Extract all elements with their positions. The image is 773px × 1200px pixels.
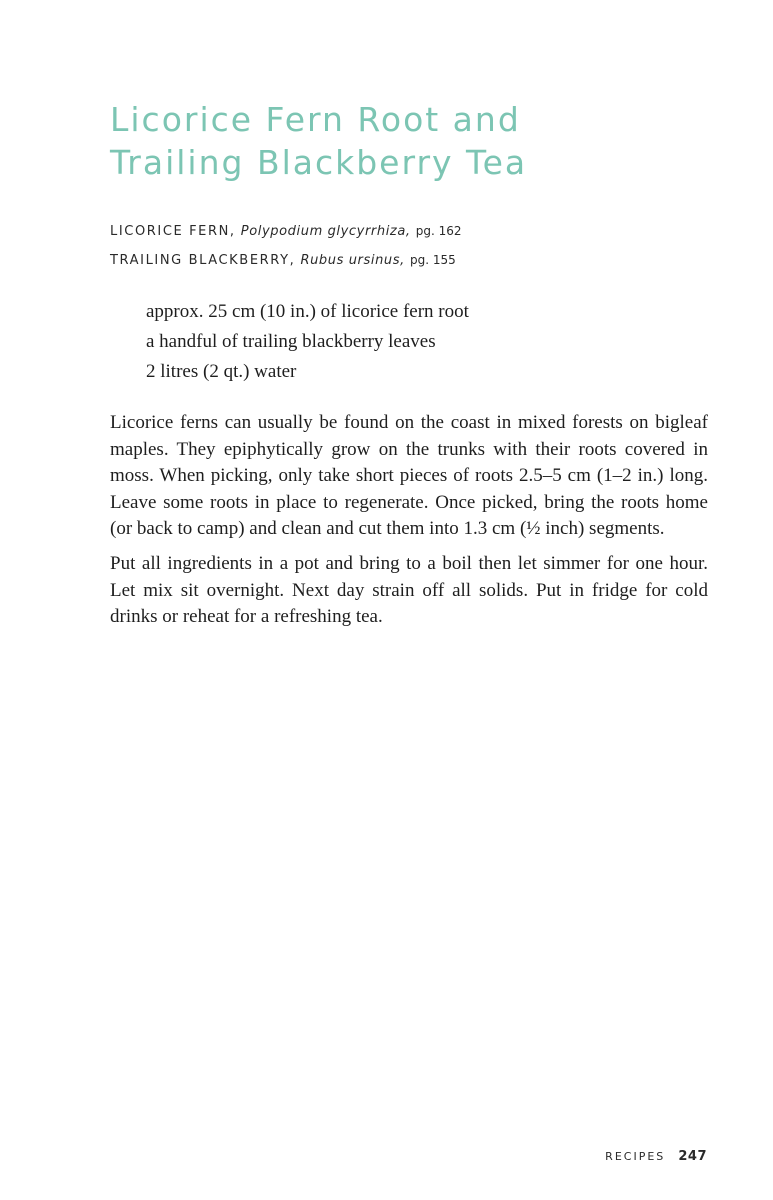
plant-page-reference: pg. 162 <box>415 224 462 238</box>
plant-latin-name: Rubus ursinus, <box>300 253 405 268</box>
page-number: 247 <box>678 1149 707 1164</box>
plant-common-name: LICORICE FERN, <box>110 224 236 239</box>
ingredient-item: approx. 25 cm (10 in.) of licorice fern root <box>146 301 469 322</box>
instructions-paragraph-brewing: Put all ingredients in a pot and bring to a boil then let simmer for one hour. Let mix sit overnight. Next day strain off all solids. Put in fridge for cold drinks or reheat for a refreshing tea. <box>110 553 708 627</box>
ingredient-item: a handful of trailing blackberry leaves <box>146 331 436 352</box>
plant-page-reference: pg. 155 <box>409 253 456 267</box>
plant-references <box>110 219 710 277</box>
ingredient-list <box>146 297 706 387</box>
page-footer <box>605 1145 707 1164</box>
plant-common-name: TRAILING BLACKBERRY, <box>110 253 296 268</box>
plant-reference-licorice-fern <box>110 219 710 248</box>
instructions-paragraph-harvesting: Licorice ferns can usually be found on the coast in mixed forests on bigleaf maples. They epiphytically grow on the trunks with their roots covered in moss. When picking, only take short pieces of roots 2.5–5 cm (1–2 in.) long. Leave some roots in place to regenerate. Once picked, bring the roots home (or back to camp) and clean and cut them into 1.3 cm (½ inch) segments. <box>110 412 708 539</box>
plant-reference-trailing-blackberry <box>110 248 710 277</box>
recipe-title <box>110 98 710 184</box>
ingredient-item: 2 litres (2 qt.) water <box>146 361 297 382</box>
footer-section-label: RECIPES <box>605 1150 666 1163</box>
recipe-title-line-2: Trailing Blackberry Tea <box>110 143 528 182</box>
plant-latin-name: Polypodium glycyrrhiza, <box>240 224 411 239</box>
recipe-title-line-1: Licorice Fern Root and <box>110 100 521 139</box>
